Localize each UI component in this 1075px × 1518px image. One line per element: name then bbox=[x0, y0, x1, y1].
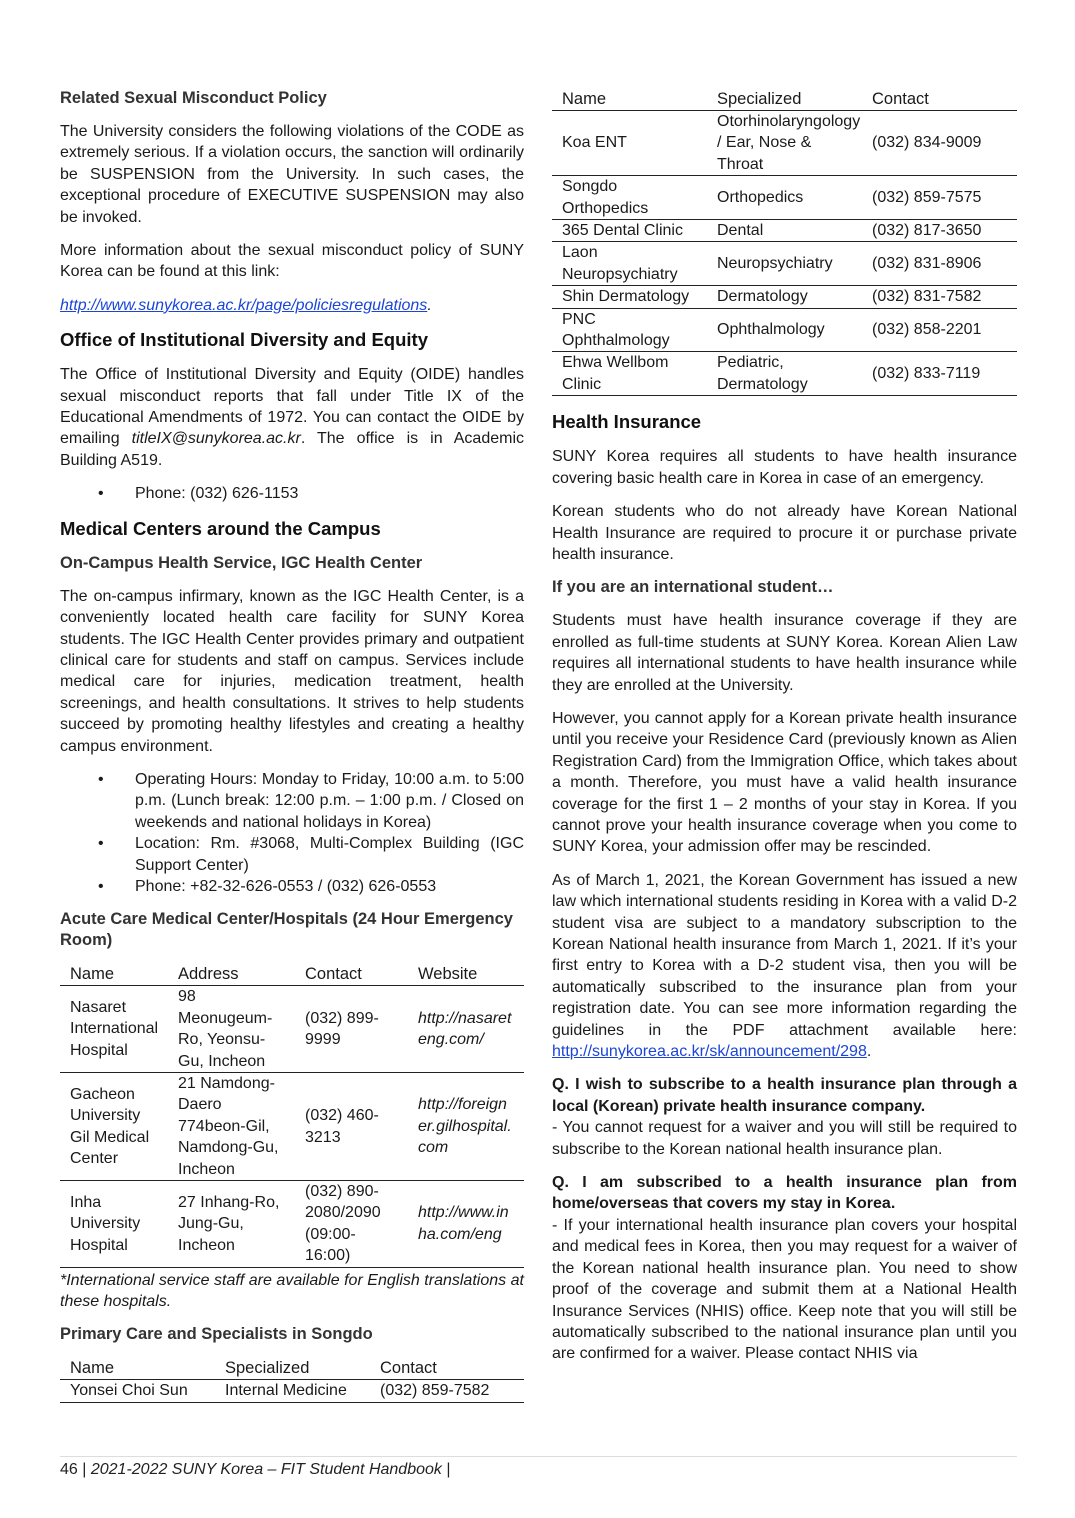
policy-paragraph-1: The University considers the following violations of the CODE as extremely serious. If a violation occurs, the sanction will ordinarily be SUSPENSION from the University. In such cases, the exceptional procedure of EXECUTIVE SUSPENSION may also be invoked. bbox=[60, 123, 524, 226]
bullet-icon: • bbox=[98, 877, 104, 895]
specialists-table bbox=[552, 88, 1017, 396]
footer-title: 2021-2022 SUNY Korea – FIT Student Handbook bbox=[90, 1461, 442, 1478]
policy-link-paragraph bbox=[60, 295, 524, 316]
footer-separator: | bbox=[441, 1461, 451, 1478]
table-row bbox=[552, 220, 1017, 242]
table-row bbox=[60, 1073, 524, 1181]
faq-answer: - You cannot request for a waiver and you will still be required to subscribe to the Korean national health insurance plan. bbox=[552, 1119, 1017, 1158]
table-row bbox=[552, 176, 1017, 220]
hospital-website: http://www.inha.com/eng bbox=[408, 1181, 524, 1268]
column-header: Specialized bbox=[215, 1357, 370, 1380]
hospital-contact: (032) 460-3213 bbox=[295, 1073, 408, 1181]
intl-link-suffix: . bbox=[866, 1043, 872, 1061]
igc-paragraph: The on-campus infirmary, known as the IGC Health Center, is a conveniently located health care facility for SUNY Korea students. The IGC Health Center provides primary and outpatient clinical care for students and staff on campus. Services include medical care for injuries, medication treatment, health screenings, and health consultations. It strives to help students succeed by promoting healthy lifestyles and creating a healthy campus environment. bbox=[60, 587, 524, 755]
table-header-row bbox=[552, 88, 1017, 111]
clinic-name: Koa ENT bbox=[552, 111, 707, 176]
faq-question: Q. I am subscribed to a health insurance plan from home/overseas that covers my stay in Korea. bbox=[552, 1174, 1017, 1213]
clinic-name: Laon Neuropsychiatry bbox=[552, 242, 707, 286]
oide-phone: Phone: (032) 626-1153 bbox=[135, 485, 299, 503]
hi-paragraph-1: SUNY Korea requires all students to have health insurance covering basic health care in Korea in case of an emergency. bbox=[552, 448, 1017, 487]
hospital-contact: (032) 899-9999 bbox=[295, 986, 408, 1073]
primary-care-table bbox=[60, 1357, 524, 1402]
clinic-name: Shin Dermatology bbox=[552, 286, 707, 308]
column-header: Contact bbox=[295, 963, 408, 986]
igc-heading: On-Campus Health Service, IGC Health Center bbox=[60, 553, 423, 572]
medical-heading: Medical Centers around the Campus bbox=[60, 517, 381, 539]
page-footer bbox=[60, 1456, 1017, 1479]
bullet-icon: • bbox=[98, 485, 104, 503]
acute-heading: Acute Care Medical Center/Hospitals (24 Hour Emergency Room) bbox=[60, 910, 513, 950]
column-header: Contact bbox=[370, 1357, 524, 1380]
hospital-website: http://foreigner.gilhospital.com bbox=[408, 1073, 524, 1181]
oide-text-b: . The office is in Academic Building A519. bbox=[60, 430, 525, 469]
page-number: 46 bbox=[60, 1461, 78, 1478]
clinic-contact: (032) 833-7119 bbox=[862, 352, 1017, 396]
column-header: Name bbox=[552, 88, 707, 111]
faq-1 bbox=[552, 1074, 1017, 1160]
intl-paragraph-3 bbox=[552, 870, 1017, 1063]
table-row bbox=[552, 308, 1017, 352]
list-item bbox=[60, 876, 524, 897]
announcement-link[interactable]: http://sunykorea.ac.kr/sk/announcement/298 bbox=[552, 1043, 867, 1061]
column-header: Contact bbox=[862, 88, 1017, 111]
clinic-contact: (032) 831-8906 bbox=[862, 242, 1017, 286]
clinic-contact: (032) 859-7582 bbox=[370, 1380, 524, 1402]
clinic-specialty: Pediatric, Dermatology bbox=[707, 352, 862, 396]
table-row bbox=[552, 111, 1017, 176]
clinic-specialty: Otorhinolaryngology / Ear, Nose & Throat bbox=[707, 111, 862, 176]
policy-link[interactable]: http://www.sunykorea.ac.kr/page/policiesregulations bbox=[60, 296, 428, 314]
clinic-name: Ehwa Wellbom Clinic bbox=[552, 352, 707, 396]
clinic-contact: (032) 859-7575 bbox=[862, 176, 1017, 220]
intl-paragraph-1: Students must have health insurance coverage if they are enrolled as full-time students at SUNY Korea. Korean Alien Law requires all international students to have health insurance while they are enrolled at the University. bbox=[552, 612, 1017, 694]
clinic-contact: (032) 817-3650 bbox=[862, 220, 1017, 242]
list-item bbox=[60, 833, 524, 876]
column-header: Specialized bbox=[707, 88, 862, 111]
health-insurance-heading: Health Insurance bbox=[552, 411, 702, 433]
hospital-contact: (032) 890-2080/2090 (09:00-16:00) bbox=[295, 1181, 408, 1268]
left-column bbox=[60, 88, 524, 1415]
clinic-specialty: Ophthalmology bbox=[707, 308, 862, 352]
hi-paragraph-2: Korean students who do not already have Korean National Health Insurance are required to procure it or purchase private health insurance. bbox=[552, 503, 1017, 563]
faq-question: Q. I wish to subscribe to a health insurance plan through a local (Korean) private health insurance company. bbox=[552, 1076, 1017, 1115]
clinic-specialty: Neuropsychiatry bbox=[707, 242, 862, 286]
table-row bbox=[60, 1181, 524, 1268]
clinic-name: Songdo Orthopedics bbox=[552, 176, 707, 220]
igc-hours: Operating Hours: Monday to Friday, 10:00 a.m. to 5:00 p.m. (Lunch break: 12:00 p.m. – 1:00 p.m. / Closed on weekends and national holidays in Korea) bbox=[135, 770, 524, 831]
acute-care-table bbox=[60, 963, 524, 1267]
column-header: Address bbox=[168, 963, 295, 986]
clinic-specialty: Internal Medicine bbox=[215, 1380, 370, 1402]
igc-list bbox=[60, 769, 524, 897]
policy-paragraph-2: More information about the sexual misconduct policy of SUNY Korea can be found at this link: bbox=[60, 242, 524, 281]
list-item bbox=[60, 769, 524, 833]
bullet-icon: • bbox=[98, 770, 104, 788]
igc-phone: Phone: +82-32-626-0553 / (032) 626-0553 bbox=[135, 877, 437, 895]
hospital-address: 21 Namdong-Daero 774beon-Gil, Namdong-Gu, Incheon bbox=[168, 1073, 295, 1181]
clinic-specialty: Orthopedics bbox=[707, 176, 862, 220]
acute-note: *International service staff are available for English translations at these hospitals. bbox=[60, 1271, 524, 1311]
column-header: Name bbox=[60, 1357, 215, 1380]
clinic-contact: (032) 831-7582 bbox=[862, 286, 1017, 308]
table-row bbox=[552, 352, 1017, 396]
hospital-website: http://nasareteng.com/ bbox=[408, 986, 524, 1073]
clinic-specialty: Dermatology bbox=[707, 286, 862, 308]
table-header-row bbox=[60, 1357, 524, 1380]
hospital-name: Nasaret International Hospital bbox=[60, 986, 168, 1073]
intl-text: As of March 1, 2021, the Korean Government has issued a new law which international students residing in Korea with a valid D-2 student visa are subject to a mandatory subscription to the Korean National health insurance from March 1, 2021. If it’s your first entry to Korea with a D-2 student visa, then you will be automatically subscribed to the insurance plan from your registration date. You can see more information regarding the guidelines in the PDF attachment available here: bbox=[552, 871, 1017, 1039]
hospital-address: 27 Inhang-Ro, Jung-Gu, Incheon bbox=[168, 1181, 295, 1268]
clinic-contact: (032) 858-2201 bbox=[862, 308, 1017, 352]
clinic-specialty: Dental bbox=[707, 220, 862, 242]
policy-heading: Related Sexual Misconduct Policy bbox=[60, 89, 327, 107]
right-column bbox=[552, 88, 1017, 1377]
faq-answer: - If your international health insurance plan covers your hospital and medical fees in Korea, then you may request for a waiver of the Korean national health insurance plan. You need to show proof of the coverage and submit them at a National Health Insurance Services (NHIS) office. Keep note that you will still be automatically subscribed to the national insurance plan until you are confirmed for a waiver. Please contact NHIS via bbox=[552, 1216, 1017, 1363]
list-item bbox=[60, 483, 524, 504]
table-header-row bbox=[60, 963, 524, 986]
faq-2 bbox=[552, 1172, 1017, 1365]
igc-location: Location: Rm. #3068, Multi-Complex Building (IGC Support Center) bbox=[135, 835, 524, 874]
policy-link-suffix: . bbox=[427, 296, 432, 314]
column-header: Website bbox=[408, 963, 524, 986]
table-row bbox=[60, 1380, 524, 1402]
table-row bbox=[552, 286, 1017, 308]
hospital-address: 98 Meonugeum-Ro, Yeonsu-Gu, Incheon bbox=[168, 986, 295, 1073]
hospital-name: Inha University Hospital bbox=[60, 1181, 168, 1268]
footer-separator: | bbox=[77, 1461, 91, 1478]
hospital-name: Gacheon University Gil Medical Center bbox=[60, 1073, 168, 1181]
column-header: Name bbox=[60, 963, 168, 986]
oide-email: titleIX@sunykorea.ac.kr bbox=[131, 430, 301, 448]
clinic-name: Yonsei Choi Sun bbox=[60, 1380, 215, 1402]
bullet-icon: • bbox=[98, 835, 104, 853]
table-row bbox=[60, 986, 524, 1073]
clinic-name: 365 Dental Clinic bbox=[552, 220, 707, 242]
primary-heading: Primary Care and Specialists in Songdo bbox=[60, 1325, 373, 1344]
international-heading: If you are an international student… bbox=[552, 578, 834, 597]
oide-text-a: The Office of Institutional Diversity and Equity (OIDE) handles sexual misconduct reports that fall under Title IX of the Educational Amendments of 1972. You can contact the OIDE by emailing bbox=[60, 366, 524, 448]
clinic-contact: (032) 834-9009 bbox=[862, 111, 1017, 176]
clinic-name: PNC Ophthalmology bbox=[552, 308, 707, 352]
table-row bbox=[552, 242, 1017, 286]
oide-list bbox=[60, 483, 524, 504]
oide-heading: Office of Institutional Diversity and Equity bbox=[60, 329, 428, 351]
intl-paragraph-2: However, you cannot apply for a Korean private health insurance until you receive your Residence Card (previously known as Alien Registration Card) from the Immigration Office, which takes about a month. Therefore, you must have a valid health insurance coverage for the first 1 – 2 months of your stay in Korea. If you cannot prove your health insurance coverage when you come to SUNY Korea, your admission offer may be rescinded. bbox=[552, 709, 1017, 856]
oide-paragraph bbox=[60, 364, 524, 471]
